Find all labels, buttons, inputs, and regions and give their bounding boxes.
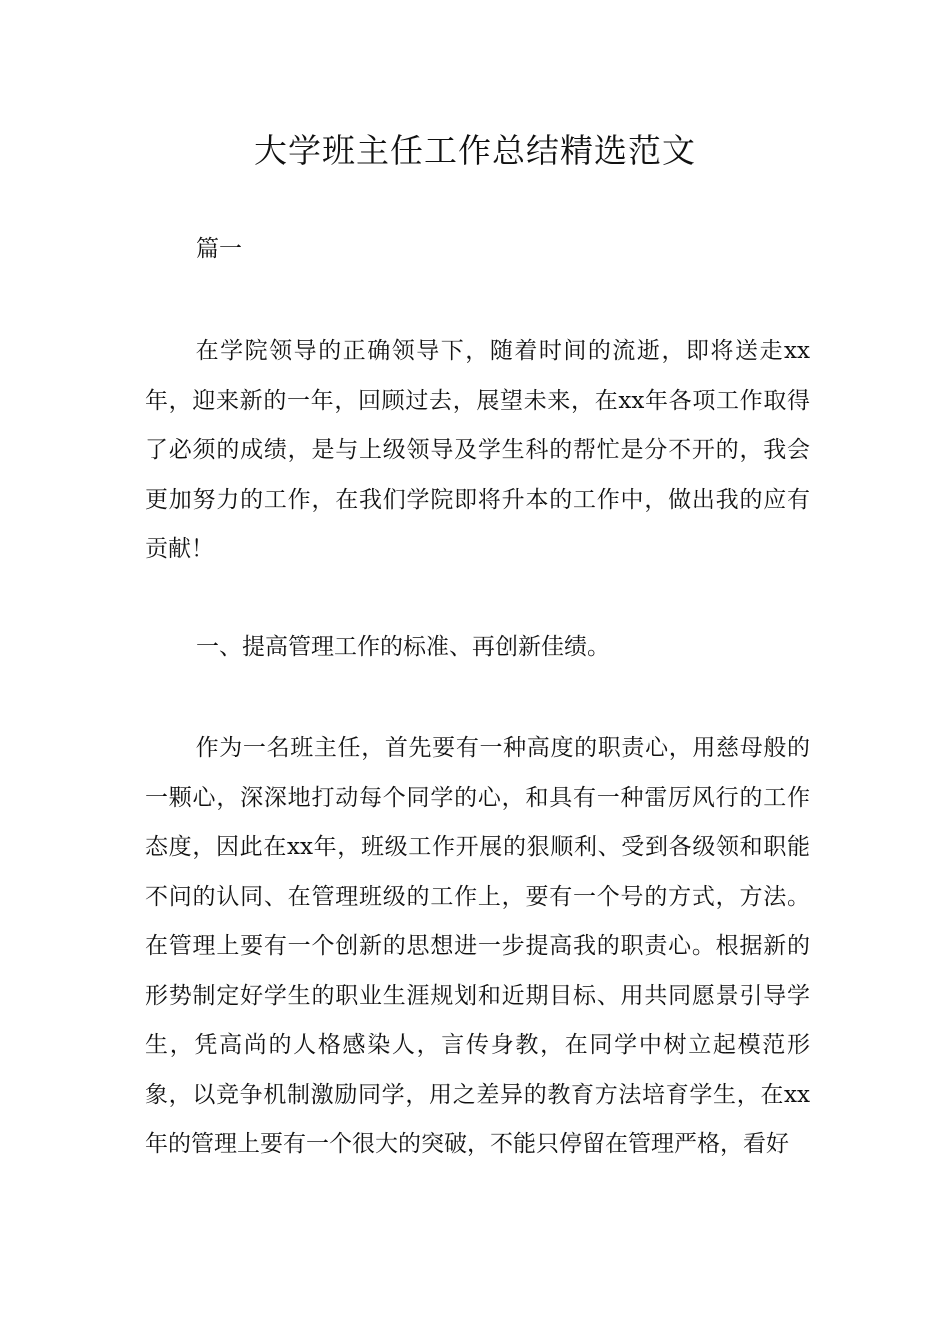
paragraph-intro: 在学院领导的正确领导下，随着时间的流逝，即将送走xx年，迎来新的一年，回顾过去，展望未来，在xx年各项工作取得了必须的成绩，是与上级领导及学生科的帮忙是分不开的，我会更加努力的工作，在我们学院即将升本的工作中，做出我的应有贡献！ [145, 338, 810, 562]
paragraph-body: 作为一名班主任，首先要有一种高度的职责心，用慈母般的一颗心，深深地打动每个同学的心，和具有一种雷厉风行的工作态度，因此在xx年，班级工作开展的狠顺利、受到各级领和职能不问的认同、在管理班级的工作上，要有一个号的方式，方法。在管理上要有一个创新的思想进一步提高我的职责心。根据新的形势制定好学生的职业生涯规划和近期目标、用共同愿景引导学生，凭高尚的人格感染人，言传身教，在同学中树立起模范形象，以竞争机制激励同学，用之差异的教育方法培育学生，在xx年的管理上要有一个很大的突破，不能只停留在管理严格，看好 [145, 735, 810, 1157]
section-heading-1: 一、提高管理工作的标准、再创新佳绩。 [196, 634, 610, 660]
document-title: 大学班主任工作总结精选范文 [254, 131, 696, 170]
section-label: 篇一 [196, 236, 242, 262]
